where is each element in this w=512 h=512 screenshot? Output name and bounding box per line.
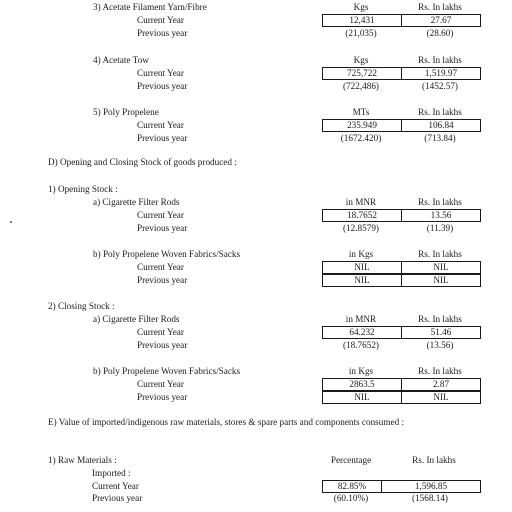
unit-header: Rs. In lakhs	[418, 197, 462, 207]
subsection-title: b) Poly Propelene Woven Fabrics/Sacks	[93, 366, 241, 376]
value-cell: 51.46	[430, 327, 452, 337]
unit-header: in Kgs	[348, 249, 374, 259]
current-year-label: Current Year	[92, 481, 139, 491]
value-cell: 27.67	[430, 15, 452, 25]
section-e-heading: E) Value of imported/indigenous raw materials, stores & spare parts and components consumed :	[48, 417, 405, 427]
value-cell: (12.8579)	[343, 223, 379, 233]
value-cell: (28.60)	[426, 28, 454, 38]
previous-year-label: Previous year	[137, 133, 188, 143]
unit-header: Rs. In lakhs	[418, 366, 462, 376]
unit-header: Rs. In lakhs	[418, 2, 462, 12]
previous-year-values	[322, 133, 479, 144]
value-cell: 725,722	[347, 68, 377, 78]
current-year-label: Current Year	[137, 210, 184, 220]
value-cell: (722,486)	[343, 81, 379, 91]
current-year-values	[322, 261, 481, 274]
previous-year-values	[322, 274, 481, 287]
previous-year-label: Previous year	[137, 28, 188, 38]
value-cell: 13.56	[430, 210, 452, 220]
value-cell: (13.56)	[426, 340, 454, 350]
current-year-label: Current Year	[137, 379, 184, 389]
unit-header: in MNR	[345, 197, 377, 207]
previous-year-label: Previous year	[137, 340, 188, 350]
current-year-values	[322, 326, 481, 339]
current-year-label: Current Year	[137, 262, 184, 272]
previous-year-values	[322, 81, 479, 92]
value-cell: NIL	[354, 275, 370, 285]
value-cell: NIL	[433, 392, 449, 402]
value-cell: NIL	[433, 262, 449, 272]
previous-year-label: Previous year	[137, 275, 188, 285]
value-cell: 106.84	[428, 120, 454, 130]
value-cell: 82.85%	[337, 481, 367, 491]
unit-header: Rs. In lakhs	[418, 249, 462, 259]
unit-header: Rs. In lakhs	[418, 55, 462, 65]
value-cell: (60.10%)	[333, 493, 369, 503]
value-cell: 2863.5	[349, 379, 375, 389]
previous-year-values	[322, 28, 479, 39]
unit-header: Kgs	[353, 55, 369, 65]
previous-year-values	[322, 223, 479, 234]
section-d-heading: D) Opening and Closing Stock of goods produced :	[48, 157, 237, 167]
unit-header: Percentage	[330, 455, 372, 465]
value-cell: 18.7652	[347, 210, 377, 220]
raw-materials-title: 1) Raw Materials :	[48, 455, 117, 465]
subsection-title: b) Poly Propelene Woven Fabrics/Sacks	[93, 249, 241, 259]
previous-year-label: Previous year	[92, 493, 143, 503]
previous-year-values	[322, 340, 479, 351]
unit-header: in Kgs	[348, 366, 374, 376]
current-year-values	[322, 209, 481, 222]
unit-header: Rs. In lakhs	[412, 455, 456, 465]
section-title: 5) Poly Propelene	[93, 107, 159, 117]
value-cell: NIL	[354, 262, 370, 272]
subsection-title: a) Cigarette Filter Rods	[93, 197, 180, 207]
value-cell: (1672.420)	[340, 133, 382, 143]
unit-header: Kgs	[353, 2, 369, 12]
value-cell: (1452.57)	[422, 81, 458, 91]
imported-label: Imported :	[92, 468, 131, 478]
value-cell: NIL	[354, 392, 370, 402]
current-year-values	[322, 14, 481, 27]
speck-mark	[10, 221, 12, 223]
current-year-label: Current Year	[137, 15, 184, 25]
current-year-label: Current Year	[137, 327, 184, 337]
value-cell: 1,519.97	[424, 68, 458, 78]
current-year-label: Current Year	[137, 120, 184, 130]
value-cell: (21,035)	[345, 28, 377, 38]
previous-year-label: Previous year	[137, 81, 188, 91]
value-cell: 64.232	[349, 327, 375, 337]
value-cell: (11.39)	[426, 223, 454, 233]
section-title: 3) Acetate Filament Yarn/Fibre	[93, 2, 207, 12]
current-year-label: Current Year	[137, 68, 184, 78]
unit-header: Rs. In lakhs	[418, 107, 462, 117]
closing-stock-title: 2) Closing Stock :	[48, 301, 115, 311]
value-cell: 235.949	[347, 120, 377, 130]
previous-year-label: Previous year	[137, 223, 188, 233]
current-year-values	[322, 480, 481, 493]
previous-year-label: Previous year	[137, 392, 188, 402]
unit-header: MTs	[352, 107, 370, 117]
value-cell: (1568.14)	[412, 493, 448, 503]
value-cell: (18.7652)	[343, 340, 379, 350]
current-year-values	[322, 119, 481, 132]
opening-stock-title: 1) Opening Stock :	[48, 184, 118, 194]
value-cell: 12,431	[349, 15, 375, 25]
unit-header: in MNR	[345, 314, 377, 324]
current-year-values	[322, 67, 481, 80]
value-cell: 1,596.85	[414, 481, 448, 491]
value-cell: (713.84)	[424, 133, 456, 143]
value-cell: NIL	[433, 275, 449, 285]
subsection-title: a) Cigarette Filter Rods	[93, 314, 180, 324]
unit-header: Rs. In lakhs	[418, 314, 462, 324]
previous-year-values	[322, 391, 481, 404]
value-cell: 2.87	[432, 379, 450, 389]
current-year-values	[322, 378, 481, 391]
previous-year-values	[322, 493, 479, 504]
section-title: 4) Acetate Tow	[93, 55, 149, 65]
